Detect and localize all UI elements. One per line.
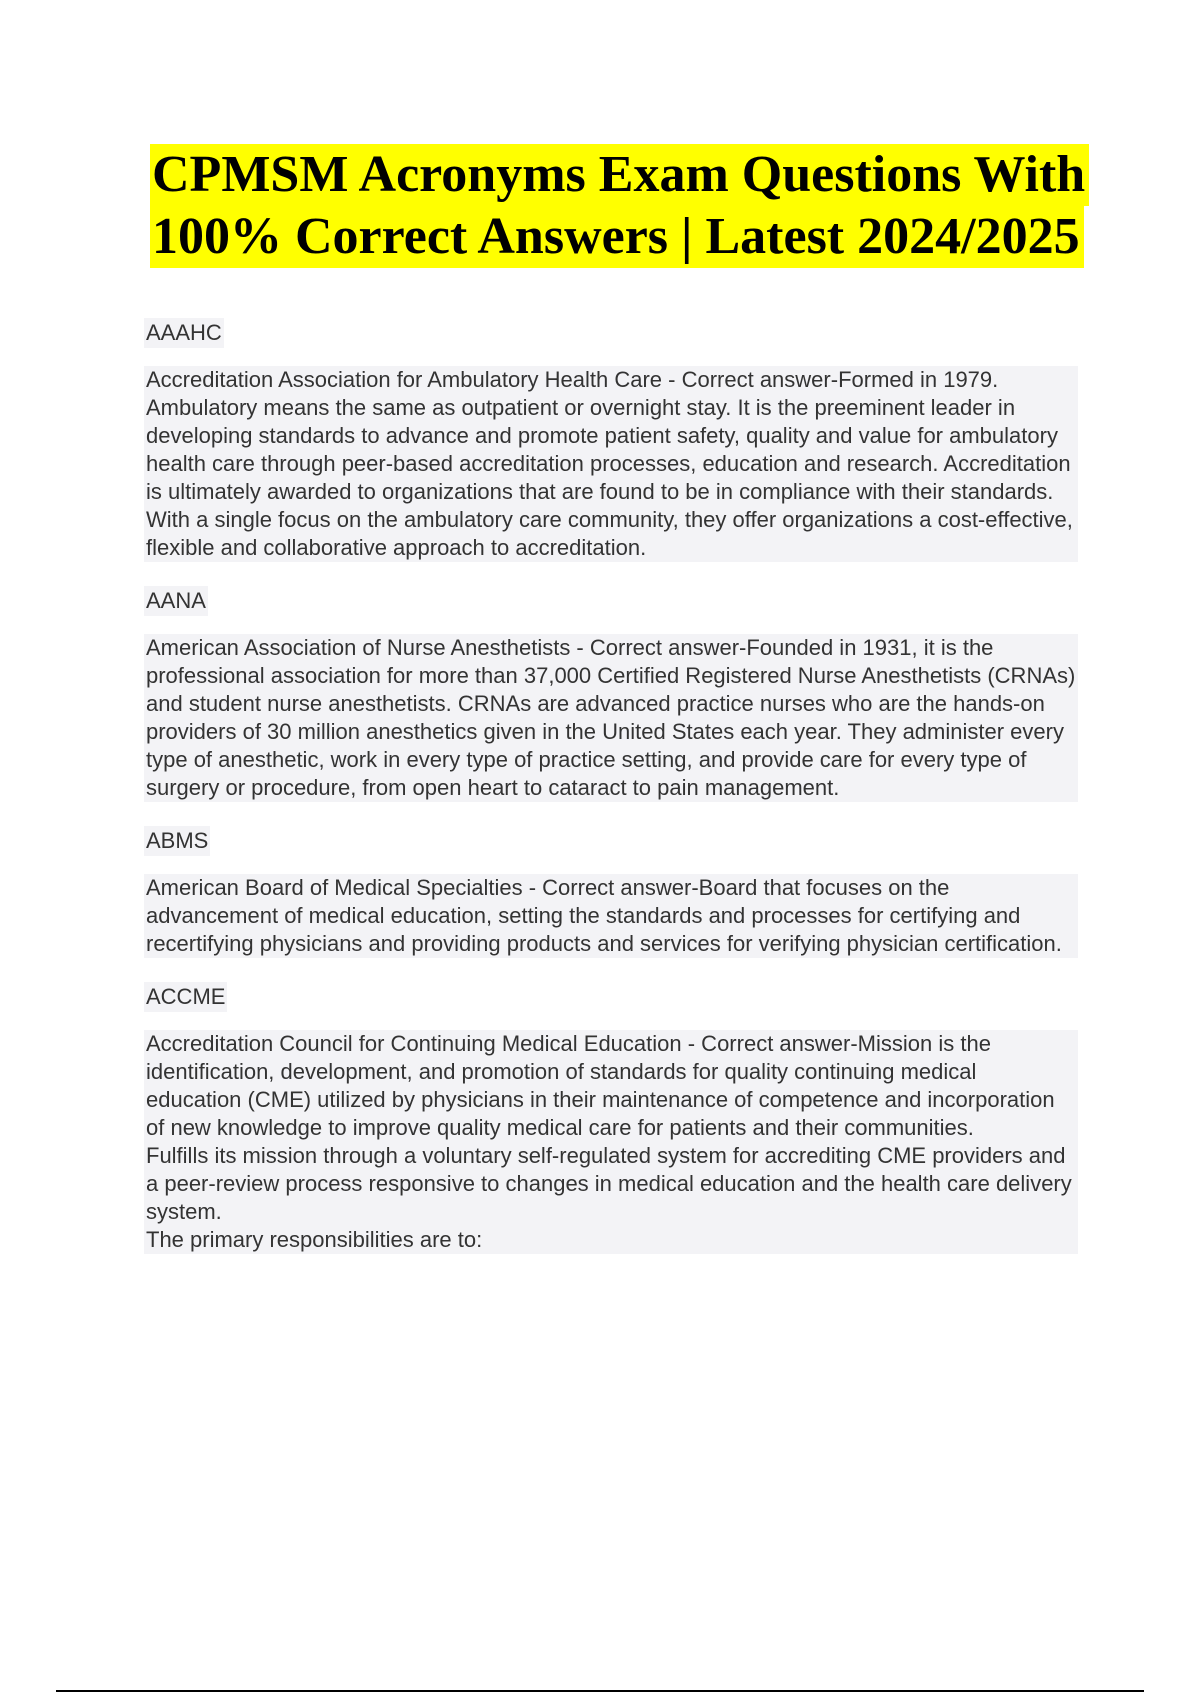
definition-paragraph: With a single focus on the ambulatory care community, they offer organizations a cost-effective, flexible and collaborative approach to accreditation.: [146, 507, 1073, 560]
entry-definition: [144, 366, 1078, 562]
entry-aaahc: [144, 318, 1084, 586]
entry-term: AANA: [144, 586, 208, 616]
definition-paragraph: American Board of Medical Specialties - Correct answer-Board that focuses on the advancement of medical education, setting the standards and processes for certifying and recertifying physicians and providing products and services for verifying physician certification.: [146, 875, 1062, 956]
entry-definition: [144, 634, 1078, 802]
definition-paragraph: American Association of Nurse Anesthetists - Correct answer-Founded in 1931, it is the professional association for more than 37,000 Certified Registered Nurse Anesthetists (CRNAs) and student nurse anesthetists. CRNAs are advanced practice nurses who are the hands-on providers of 30 million anesthetics given in the United States each year. They administer every type of anesthetic, work in every type of practice setting, and provide care for every type of surgery or procedure, from open heart to cataract to pain management.: [146, 635, 1076, 800]
title-line-2: 100% Correct Answers | Latest 2024/2025: [150, 206, 1084, 268]
definition-paragraph: Accreditation Council for Continuing Medical Education - Correct answer-Mission is the identification, development, and promotion of standards for quality continuing medical education (CME) utilized by physicians in their maintenance of competence and incorporation of new knowledge to improve quality medical care for patients and their communities.: [146, 1031, 1055, 1140]
definition-paragraph: Fulfills its mission through a voluntary self-regulated system for accrediting CME providers and a peer-review process responsive to changes in medical education and the health care delivery system.: [146, 1143, 1072, 1224]
document-title: [150, 144, 1170, 268]
entry-term: AAAHC: [144, 318, 224, 348]
definition-paragraph: The primary responsibilities are to:: [146, 1227, 483, 1252]
title-line-1: CPMSM Acronyms Exam Questions With: [150, 144, 1089, 206]
entry-abms: [144, 826, 1084, 982]
entry-definition: [144, 874, 1078, 958]
entry-definition: [144, 1030, 1078, 1254]
entry-term: ABMS: [144, 826, 210, 856]
entry-term: ACCME: [144, 982, 227, 1012]
entry-accme: [144, 982, 1084, 1254]
entries-list: [144, 318, 1084, 1254]
entry-aana: [144, 586, 1084, 826]
page-bottom-rule: [56, 1690, 1144, 1692]
definition-paragraph: Accreditation Association for Ambulatory Health Care - Correct answer-Formed in 1979. Ambulatory means the same as outpatient or overnight stay. It is the preeminent leader in developing standards to advance and promote patient safety, quality and value for ambulatory health care through peer-based accreditation processes, education and research. Accreditation is ultimately awarded to organizations that are found to be in compliance with their standards.: [146, 367, 1071, 504]
